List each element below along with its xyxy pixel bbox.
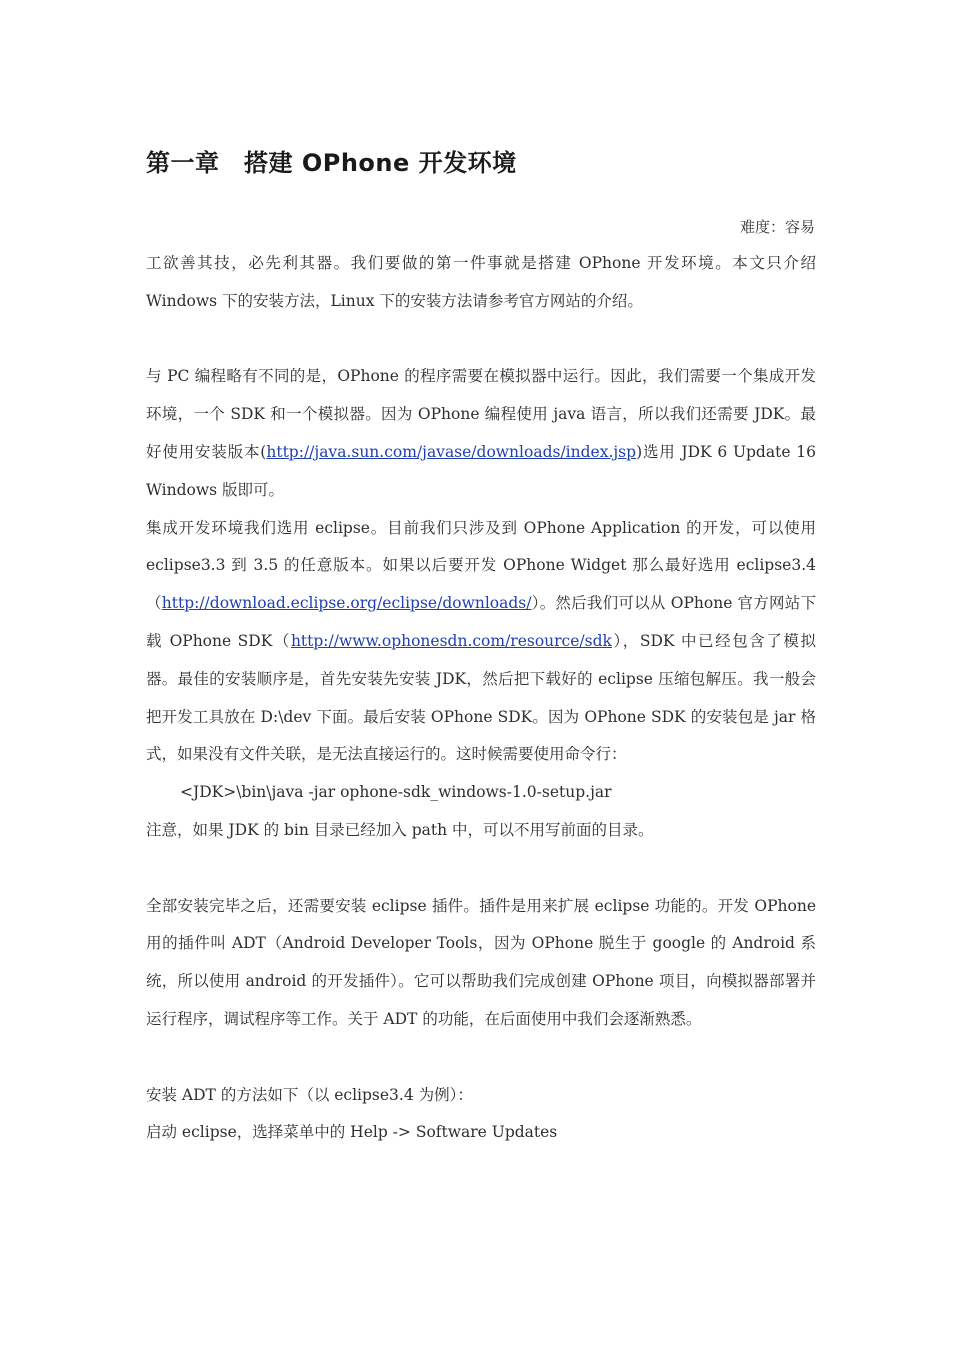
paragraph-adt-install: 安装 ADT 的方法如下（以 eclipse3.4 为例）： [146,1085,473,1104]
jdk-download-link[interactable]: http://java.sun.com/javase/downloads/index.jsp [266,442,637,461]
paragraph-spacer [146,850,816,888]
difficulty-label: 难度：容易 [739,218,815,236]
paragraph-eclipse [146,510,816,775]
document-body [146,245,816,1152]
paragraph-eclipse-text-2: ）。然后我们可以从 OPhone 官方网站下载 OPhone SDK（ [146,594,816,650]
eclipse-download-link[interactable]: http://download.eclipse.org/eclipse/downloads/ [161,594,532,613]
paragraph-eclipse-text-1: 集成开发环境我们选用 eclipse。目前我们只涉及到 OPhone Application 的开发，可以使用 eclipse3.3 到 3.5 的任意版本。如果以后要开发 OPhone Widget 那么最好选用 eclipse3.4（ [146,518,816,613]
paragraph-jdk-text-1: 与 PC 编程略有不同的是，OPhone 的程序需要在模拟器中运行。因此，我们需要一个集成开发环境，一个 SDK 和一个模拟器。因为 OPhone 编程使用 java 语言，所以我们还需要 JDK。最好使用安装版本( [146,367,816,461]
paragraph-spacer [146,1039,816,1077]
paragraph-jdk-text-2: )选用 JDK 6 Update 16 Windows 版即可。 [146,442,816,499]
ophone-sdk-link[interactable]: http://www.ophonesdn.com/resource/sdk [290,631,612,650]
paragraph-intro: 工欲善其技，必先利其器。我们要做的第一件事就是搭建 OPhone 开发环境。本文只介绍 Windows 下的安装方法，Linux 下的安装方法请参考官方网站的介绍。 [146,254,816,310]
paragraph-note: 注意，如果 JDK 的 bin 目录已经加入 path 中，可以不用写前面的目录。 [146,820,654,839]
command-line: <JDK>\bin\java -jar ophone-sdk_windows-1.0-setup.jar [180,783,612,802]
paragraph-launch-eclipse: 启动 eclipse，选择菜单中的 Help -> Software Updates [146,1123,558,1142]
paragraph-jdk [146,358,816,509]
paragraph-eclipse-text-3: ），SDK 中已经包含了模拟器。最佳的安装顺序是，首先安装先安装 JDK，然后把下载好的 eclipse 压缩包解压。我一般会把开发工具放在 D:\dev 下面。最后安装 OPhone SDK。因为 OPhone SDK 的安装包是 jar 格式，如果没有文件关联，是无法直接运行的。这时候需要使用命令行： [146,631,816,764]
paragraph-spacer [146,321,816,359]
paragraph-adt: 全部安装完毕之后，还需要安装 eclipse 插件。插件是用来扩展 eclipse 功能的。开发 OPhone 用的插件叫 ADT（Android Developer Tools，因为 OPhone 脱生于 google 的 Android 系统，所以使用 android 的开发插件）。它可以帮助我们完成创建 OPhone 项目，向模拟器部署并运行程序，调试程序等工作。关于 ADT 的功能，在后面使用中我们会逐渐熟悉。 [146,896,816,1028]
chapter-title: 第一章 搭建 OPhone 开发环境 [146,149,517,177]
